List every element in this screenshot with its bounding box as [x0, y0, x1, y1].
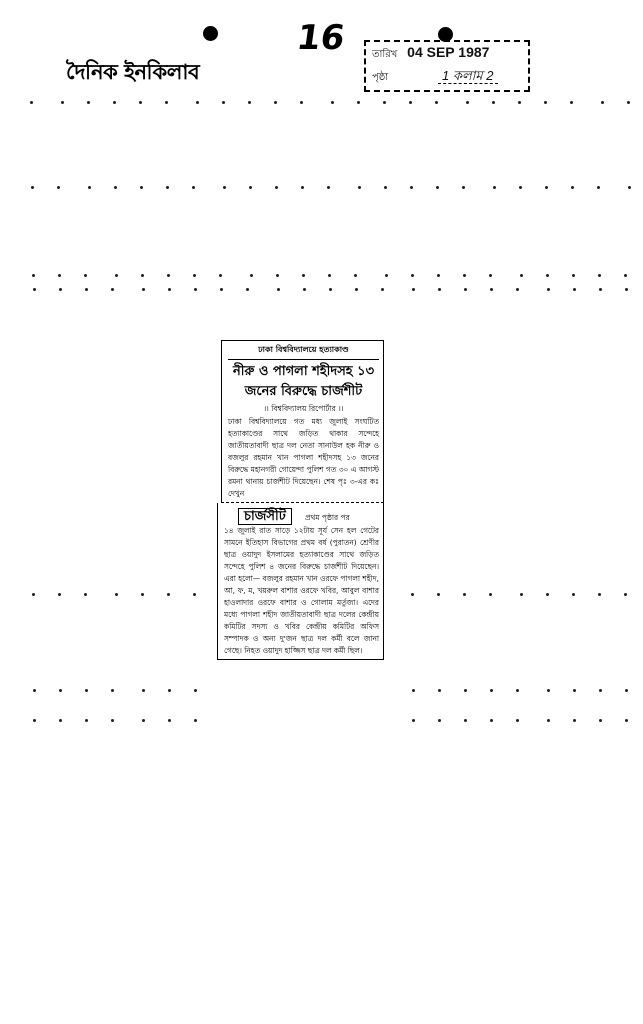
speckle	[599, 719, 602, 722]
speckle	[165, 101, 168, 104]
speckle	[573, 719, 576, 722]
speckle	[516, 689, 519, 692]
speckle	[167, 274, 170, 277]
stamp-page-label: পৃষ্ঠা	[372, 72, 389, 83]
speckle	[303, 288, 306, 291]
speckle	[489, 274, 492, 277]
speckle	[87, 101, 90, 104]
page-number: 16	[294, 18, 348, 58]
speckle	[114, 186, 117, 189]
speckle	[328, 274, 331, 277]
speckle	[141, 274, 144, 277]
speckle	[546, 274, 549, 277]
speckle	[248, 101, 251, 104]
speckle	[30, 101, 33, 104]
speckle	[493, 186, 496, 189]
speckle	[601, 101, 604, 104]
speckle	[464, 719, 467, 722]
speckle	[59, 719, 62, 722]
speckle	[384, 186, 387, 189]
speckle	[193, 274, 196, 277]
speckle	[57, 186, 60, 189]
speckle	[412, 689, 415, 692]
speckle	[437, 593, 440, 596]
speckle	[572, 274, 575, 277]
speckle	[411, 274, 414, 277]
newspaper-masthead: দৈনিক ইনকিলাব	[66, 59, 200, 84]
speckle	[84, 593, 87, 596]
punch-hole	[203, 26, 218, 41]
speckle	[194, 288, 197, 291]
speckle	[462, 186, 465, 189]
speckle	[598, 274, 601, 277]
speckle	[167, 593, 170, 596]
speckle	[545, 186, 548, 189]
speckle	[115, 274, 118, 277]
speckle	[520, 593, 523, 596]
speckle	[625, 689, 628, 692]
speckle	[570, 101, 573, 104]
speckle	[140, 186, 143, 189]
speckle	[250, 274, 253, 277]
speckle	[33, 719, 36, 722]
speckle	[624, 274, 627, 277]
speckle	[33, 689, 36, 692]
speckle	[519, 186, 522, 189]
speckle	[327, 186, 330, 189]
speckle	[625, 288, 628, 291]
continuation-note: প্রথম পৃষ্ঠার পর	[304, 513, 350, 522]
speckle	[275, 186, 278, 189]
speckle	[220, 288, 223, 291]
speckle	[490, 719, 493, 722]
stamp-page-value: 1 কলাম 2	[438, 68, 497, 84]
speckle	[111, 288, 114, 291]
speckle	[193, 593, 196, 596]
stamp-date-value: 04 SEP 1987	[407, 44, 490, 60]
clipping-front	[221, 340, 384, 503]
speckle	[411, 593, 414, 596]
speckle	[410, 186, 413, 189]
speckle	[274, 101, 277, 104]
speckle	[437, 274, 440, 277]
speckle	[546, 593, 549, 596]
date-stamp	[364, 40, 530, 92]
speckle	[547, 288, 550, 291]
speckle	[438, 689, 441, 692]
speckle	[357, 101, 360, 104]
stamp-date-label: তারিখ	[372, 49, 398, 60]
speckle	[438, 288, 441, 291]
speckle	[142, 288, 145, 291]
speckle	[168, 689, 171, 692]
speckle	[192, 186, 195, 189]
speckle	[383, 101, 386, 104]
speckle	[624, 593, 627, 596]
speckle	[436, 186, 439, 189]
speckle	[547, 719, 550, 722]
speckle	[571, 186, 574, 189]
speckle	[598, 593, 601, 596]
speckle	[492, 101, 495, 104]
speckle	[141, 593, 144, 596]
speckle	[625, 719, 628, 722]
speckle	[32, 274, 35, 277]
speckle	[301, 186, 304, 189]
speckle	[381, 288, 384, 291]
speckle	[33, 288, 36, 291]
speckle	[547, 689, 550, 692]
speckle	[194, 689, 197, 692]
speckle	[142, 689, 145, 692]
speckle	[31, 186, 34, 189]
speckle	[111, 689, 114, 692]
speckle	[412, 288, 415, 291]
speckle	[59, 288, 62, 291]
speckle	[277, 288, 280, 291]
speckle	[466, 101, 469, 104]
speckle	[300, 101, 303, 104]
speckle	[139, 101, 142, 104]
clipping-headline: নীরু ও পাগলা শহীদসহ ১৩ জনের বিরুদ্ধে চার্জশীট	[232, 364, 375, 399]
speckle	[463, 593, 466, 596]
speckle	[222, 101, 225, 104]
speckle	[249, 186, 252, 189]
continuation-body: ১৪ জুলাই রাত সাড়ে ১২টায় সূর্য সেন হল গেটের সামনে ইতিহাস বিভাগের প্রথম বর্ষ (পুরাতন) শ্রেণীর ছাত্র ওয়াদুদ ইসলামের হত্যাকাণ্ডের সাথে জড়িত সন্দেহে পুলিশ ৪ জনের বিরুদ্ধে চার্জশীট দিয়েছেন। এরা হলো— বজলুর রহমান খান ওরফে পাগলা শহীদ, আ, ফ, ম, খয়রুল বাশার ওরফে খবির, আবুল বাশার হাওলাদার ওরফে বাশার ও গোলাম মর্তুজা। এদের মধ্যে পাগলা শহীদ জাতীয়তাবাদী ছাত্র দলের কেন্দ্রীয় কমিটির সদস্য ও খবির কেন্দ্রীয় কমিটির অফিস সম্পাদক ও অন্য দু'জন ছাত্র দল কর্মী বলে জানা গেছে। নিহত ওয়াদুদ হাজ্জিস ছাত্র দল কর্মী ছিল।	[224, 526, 379, 655]
speckle	[194, 719, 197, 722]
speckle	[115, 593, 118, 596]
speckle	[412, 719, 415, 722]
newspaper-clipping	[221, 340, 384, 660]
speckle	[516, 719, 519, 722]
speckle	[276, 274, 279, 277]
speckle	[85, 689, 88, 692]
speckle	[516, 288, 519, 291]
speckle	[438, 719, 441, 722]
clipping-kicker: ঢাকা বিশ্ববিদ্যালয়ে হত্যাকাণ্ড	[228, 344, 379, 360]
speckle	[166, 186, 169, 189]
speckle	[435, 101, 438, 104]
speckle	[58, 593, 61, 596]
speckle	[88, 186, 91, 189]
speckle	[518, 101, 521, 104]
speckle	[223, 186, 226, 189]
speckle	[573, 689, 576, 692]
speckle	[464, 689, 467, 692]
speckle	[520, 274, 523, 277]
speckle	[219, 274, 222, 277]
speckle	[599, 288, 602, 291]
speckle	[599, 689, 602, 692]
speckle	[196, 101, 199, 104]
speckle	[85, 719, 88, 722]
speckle	[58, 274, 61, 277]
speckle	[628, 186, 631, 189]
speckle	[573, 288, 576, 291]
speckle	[32, 593, 35, 596]
clipping-byline: ।। বিশ্ববিদ্যালয় রিপোর্টার ।।	[263, 404, 344, 413]
speckle	[246, 288, 249, 291]
clipping-body: ঢাকা বিশ্ববিদ্যালয়ে গত মধ্য জুলাই সংঘটিত হত্যাকাণ্ডের সাথে জড়িত থাকার সন্দেহে জাতীয়তাবাদী ছাত্র দল নেতা সানাউল হক নীরু ও বজলুর রহমান খান পাগলা শহীদসহ ১৩ জনের বিরুদ্ধে মহানগরী গোয়েন্দা পুলিশ গত ৩০ এ আগস্ট রমনা থানায় চার্জশীট দিয়েছেন। শেষ পৃঃ ৩-এর কঃ দেখুন	[228, 417, 379, 498]
speckle	[331, 101, 334, 104]
speckle	[111, 719, 114, 722]
speckle	[627, 101, 630, 104]
speckle	[302, 274, 305, 277]
speckle	[59, 689, 62, 692]
speckle	[142, 719, 145, 722]
speckle	[85, 288, 88, 291]
speckle	[597, 186, 600, 189]
speckle	[490, 288, 493, 291]
speckle	[489, 593, 492, 596]
speckle	[385, 274, 388, 277]
clipping-continuation	[217, 503, 384, 660]
continuation-head: চার্জসীট	[238, 508, 292, 525]
speckle	[572, 593, 575, 596]
speckle	[358, 186, 361, 189]
speckle	[168, 288, 171, 291]
speckle	[463, 274, 466, 277]
speckle	[464, 288, 467, 291]
speckle	[354, 274, 357, 277]
speckle	[61, 101, 64, 104]
speckle	[544, 101, 547, 104]
speckle	[84, 274, 87, 277]
speckle	[409, 101, 412, 104]
speckle	[329, 288, 332, 291]
speckle	[355, 288, 358, 291]
speckle	[490, 689, 493, 692]
speckle	[168, 719, 171, 722]
speckle	[113, 101, 116, 104]
